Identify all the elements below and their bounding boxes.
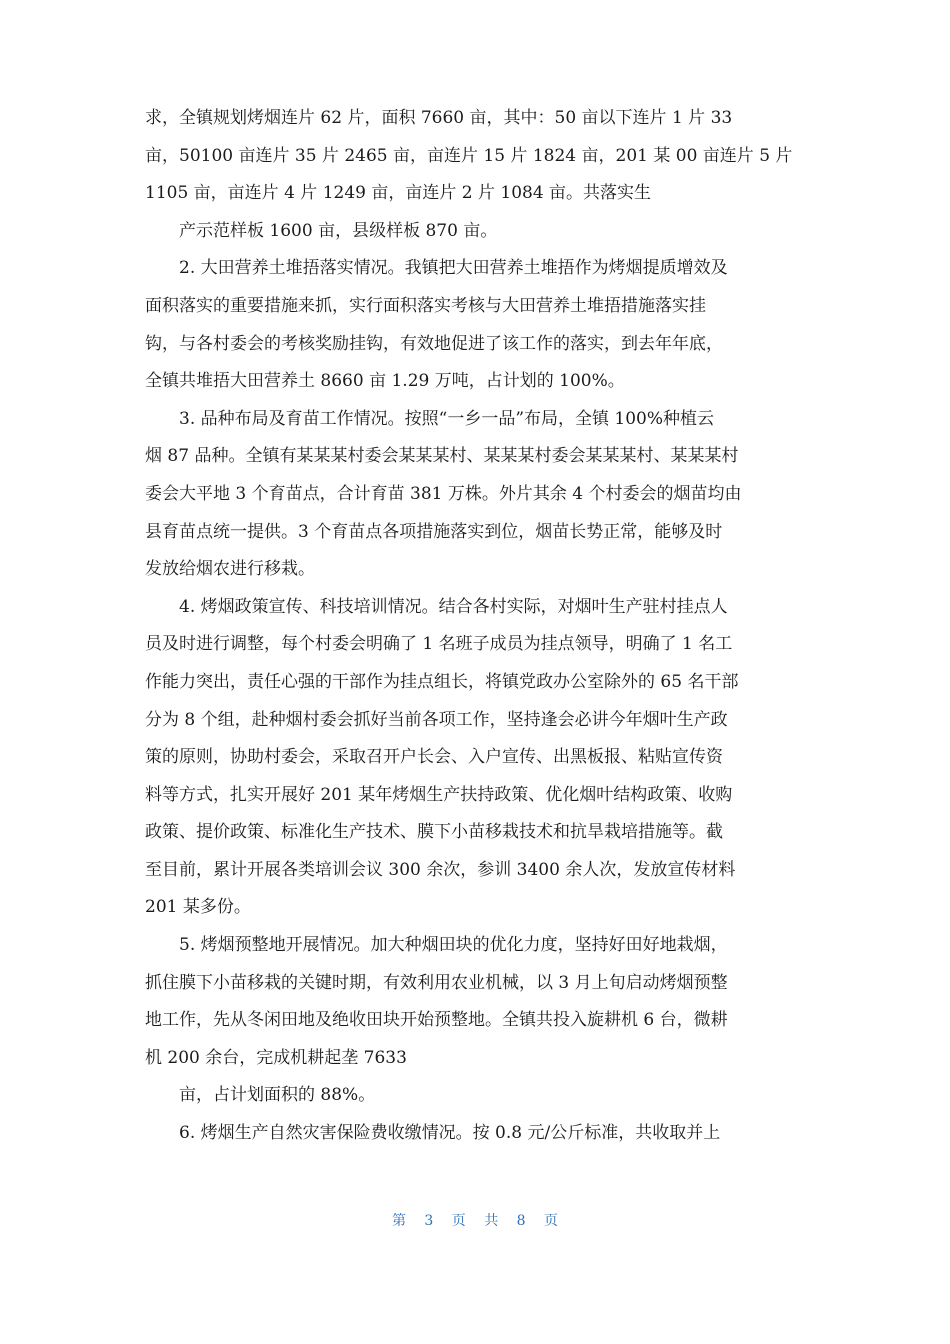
text-line: 机 200 余台，完成机耕起垄 7633	[145, 1047, 407, 1068]
text-line: 全镇共堆捂大田营养土 8660 亩 1.29 万吨，占计划的 100%。	[145, 371, 625, 392]
text-line: 亩，50100 亩连片 35 片 2465 亩，亩连片 15 片 1824 亩，201 某 00 亩连片 5 片	[145, 145, 793, 166]
paragraph-heading-line: 6. 烤烟生产自然灾害保险费收缴情况。按 0.8 元/公斤标准，共收取并上	[179, 1123, 721, 1144]
text-line: 作能力突出，责任心强的干部作为挂点组长，将镇党政办公室除外的 65 名干部	[145, 671, 739, 692]
text-line: 抓住膜下小苗移栽的关键时期，有效利用农业机械，以 3 月上旬启动烤烟预整	[145, 972, 728, 993]
text-line: 201 某多份。	[145, 897, 251, 918]
text-line: 委会大平地 3 个育苗点，合计育苗 381 万株。外片其余 4 个村委会的烟苗均由	[145, 483, 742, 504]
footer-ye: 页	[451, 1213, 466, 1229]
text-line: 策的原则，协助村委会，采取召开户长会、入户宣传、出黑板报、粘贴宣传资	[145, 747, 723, 768]
document-body	[145, 100, 810, 1153]
text-line: 产示范样板 1600 亩，县级样板 870 亩。	[179, 220, 498, 241]
text-line: 面积落实的重要措施来抓，实行面积落实考核与大田营养土堆捂措施落实挂	[145, 295, 706, 316]
footer-ye-end: 页	[544, 1213, 559, 1229]
paragraph-heading-line: 2. 大田营养土堆捂落实情况。我镇把大田营养土堆捂作为烤烟提质增效及	[179, 258, 728, 279]
paragraph-heading-line: 5. 烤烟预整地开展情况。加大种烟田块的优化力度，坚持好田好地栽烟，	[179, 935, 728, 956]
text-line: 至目前，累计开展各类培训会议 300 余次，参训 3400 余人次，发放宣传材料	[145, 859, 736, 880]
text-line: 政策、提价政策、标准化生产技术、膜下小苗移栽技术和抗旱栽培措施等。截	[145, 822, 723, 843]
text-line: 料等方式，扎实开展好 201 某年烤烟生产扶持政策、优化烟叶结构政策、收购	[145, 784, 733, 805]
paragraph-heading-line: 4. 烤烟政策宣传、科技培训情况。结合各村实际，对烟叶生产驻村挂点人	[179, 596, 728, 617]
text-line: 发放给烟农进行移栽。	[145, 559, 315, 580]
footer-page-number: 3	[424, 1213, 434, 1229]
text-line: 烟 87 品种。全镇有某某某村委会某某某村、某某某村委会某某某村、某某某村	[145, 446, 739, 467]
page-footer	[0, 1210, 950, 1230]
text-line: 员及时进行调整，每个村委会明确了 1 名班子成员为挂点领导，明确了 1 名工	[145, 634, 733, 655]
text-line: 1105 亩，亩连片 4 片 1249 亩，亩连片 2 片 1084 亩。共落实生	[145, 183, 652, 204]
text-line: 钩，与各村委会的考核奖励挂钩，有效地促进了该工作的落实，到去年年底，	[145, 333, 723, 354]
text-line: 分为 8 个组，赴种烟村委会抓好当前各项工作，坚持逢会必讲今年烟叶生产政	[145, 709, 728, 730]
footer-total-pages: 8	[516, 1213, 526, 1229]
footer-di: 第	[391, 1213, 406, 1229]
paragraph-heading-line: 3. 品种布局及育苗工作情况。按照“一乡一品”布局，全镇 100%种植云	[179, 408, 715, 429]
text-line: 亩，占计划面积的 88%。	[179, 1085, 376, 1106]
text-line: 县育苗点统一提供。3 个育苗点各项措施落实到位，烟苗长势正常，能够及时	[145, 521, 723, 542]
footer-gong: 共	[484, 1213, 499, 1229]
text-line: 地工作，先从冬闲田地及绝收田块开始预整地。全镇共投入旋耕机 6 台，微耕	[145, 1010, 728, 1031]
text-line: 求，全镇规划烤烟连片 62 片，面积 7660 亩，其中：50 亩以下连片 1 片 33	[145, 108, 733, 128]
